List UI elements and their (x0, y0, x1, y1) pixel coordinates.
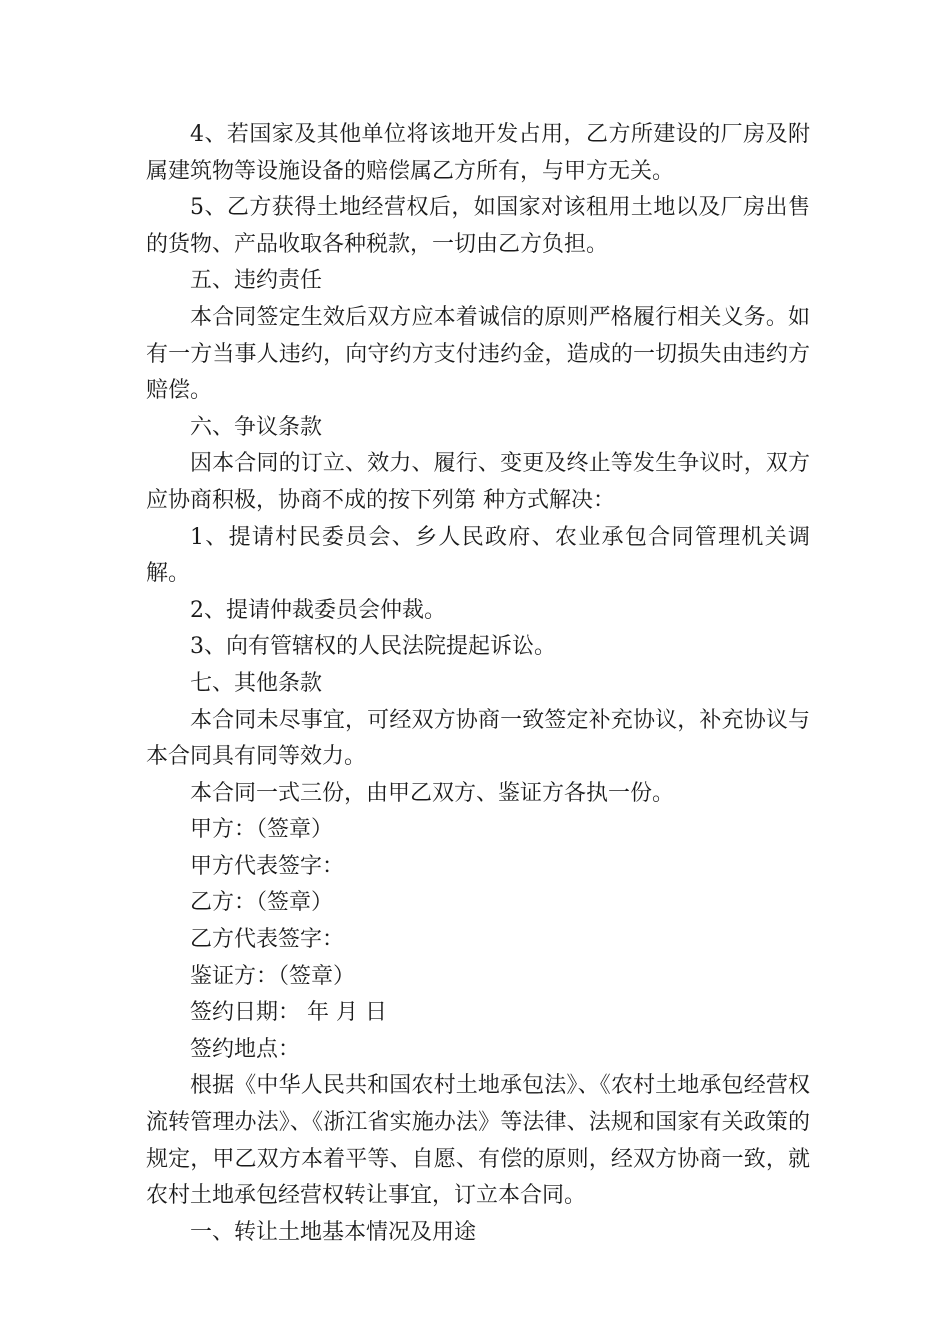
party-b-rep-signature: 乙方代表签字： (190, 927, 345, 953)
section-heading-breach: 五、违约责任 (190, 268, 323, 294)
party-b-seal: 乙方：（签章） (190, 890, 334, 916)
signing-place: 签约地点： (190, 1036, 301, 1062)
dispute-option-3: 3、向有管辖权的人民法院提起诉讼。 (190, 634, 556, 660)
document-page (146, 117, 810, 1251)
dispute-paragraph: 因本合同的订立、效力、履行、变更及终止等发生争议时，双方应协商积极，协商不成的按下列第 种方式解决： (146, 451, 810, 513)
signing-date: 签约日期： 年 月 日 (190, 1000, 387, 1026)
party-a-seal: 甲方：（签章） (190, 817, 334, 843)
preamble-paragraph: 根据《中华人民共和国农村土地承包法》、《农村土地承包经营权流转管理办法》、《浙江省实施办法》等法律、法规和国家有关政策的规定，甲乙双方本着平等、自愿、有偿的原则，经双方协商一致，就农村土地承包经营权转让事宜，订立本合同。 (146, 1073, 810, 1209)
dispute-option-2: 2、提请仲裁委员会仲裁。 (190, 597, 446, 623)
section-heading-land: 一、转让土地基本情况及用途 (190, 1219, 477, 1245)
clause-4-paragraph: 4、若国家及其他单位将该地开发占用，乙方所建设的厂房及附属建筑物等设施设备的赔偿属乙方所有，与甲方无关。 (146, 122, 810, 184)
section-heading-dispute: 六、争议条款 (190, 414, 323, 440)
witness-seal: 鉴证方：（签章） (190, 963, 356, 989)
section-heading-other: 七、其他条款 (190, 670, 323, 696)
clause-5-paragraph: 5、乙方获得土地经营权后，如国家对该租用土地以及厂房出售的货物、产品收取各种税款，一切由乙方负担。 (146, 195, 810, 257)
copies-paragraph: 本合同一式三份，由甲乙双方、鉴证方各执一份。 (190, 780, 675, 806)
dispute-option-1: 1、提请村民委员会、乡人民政府、农业承包合同管理机关调解。 (146, 524, 810, 587)
breach-paragraph: 本合同签定生效后双方应本着诚信的原则严格履行相关义务。如有一方当事人违约，向守约方支付违约金，造成的一切损失由违约方赔偿。 (146, 304, 810, 404)
other-paragraph: 本合同未尽事宜，可经双方协商一致签定补充协议，补充协议与本合同具有同等效力。 (146, 707, 810, 770)
party-a-rep-signature: 甲方代表签字： (190, 853, 345, 879)
